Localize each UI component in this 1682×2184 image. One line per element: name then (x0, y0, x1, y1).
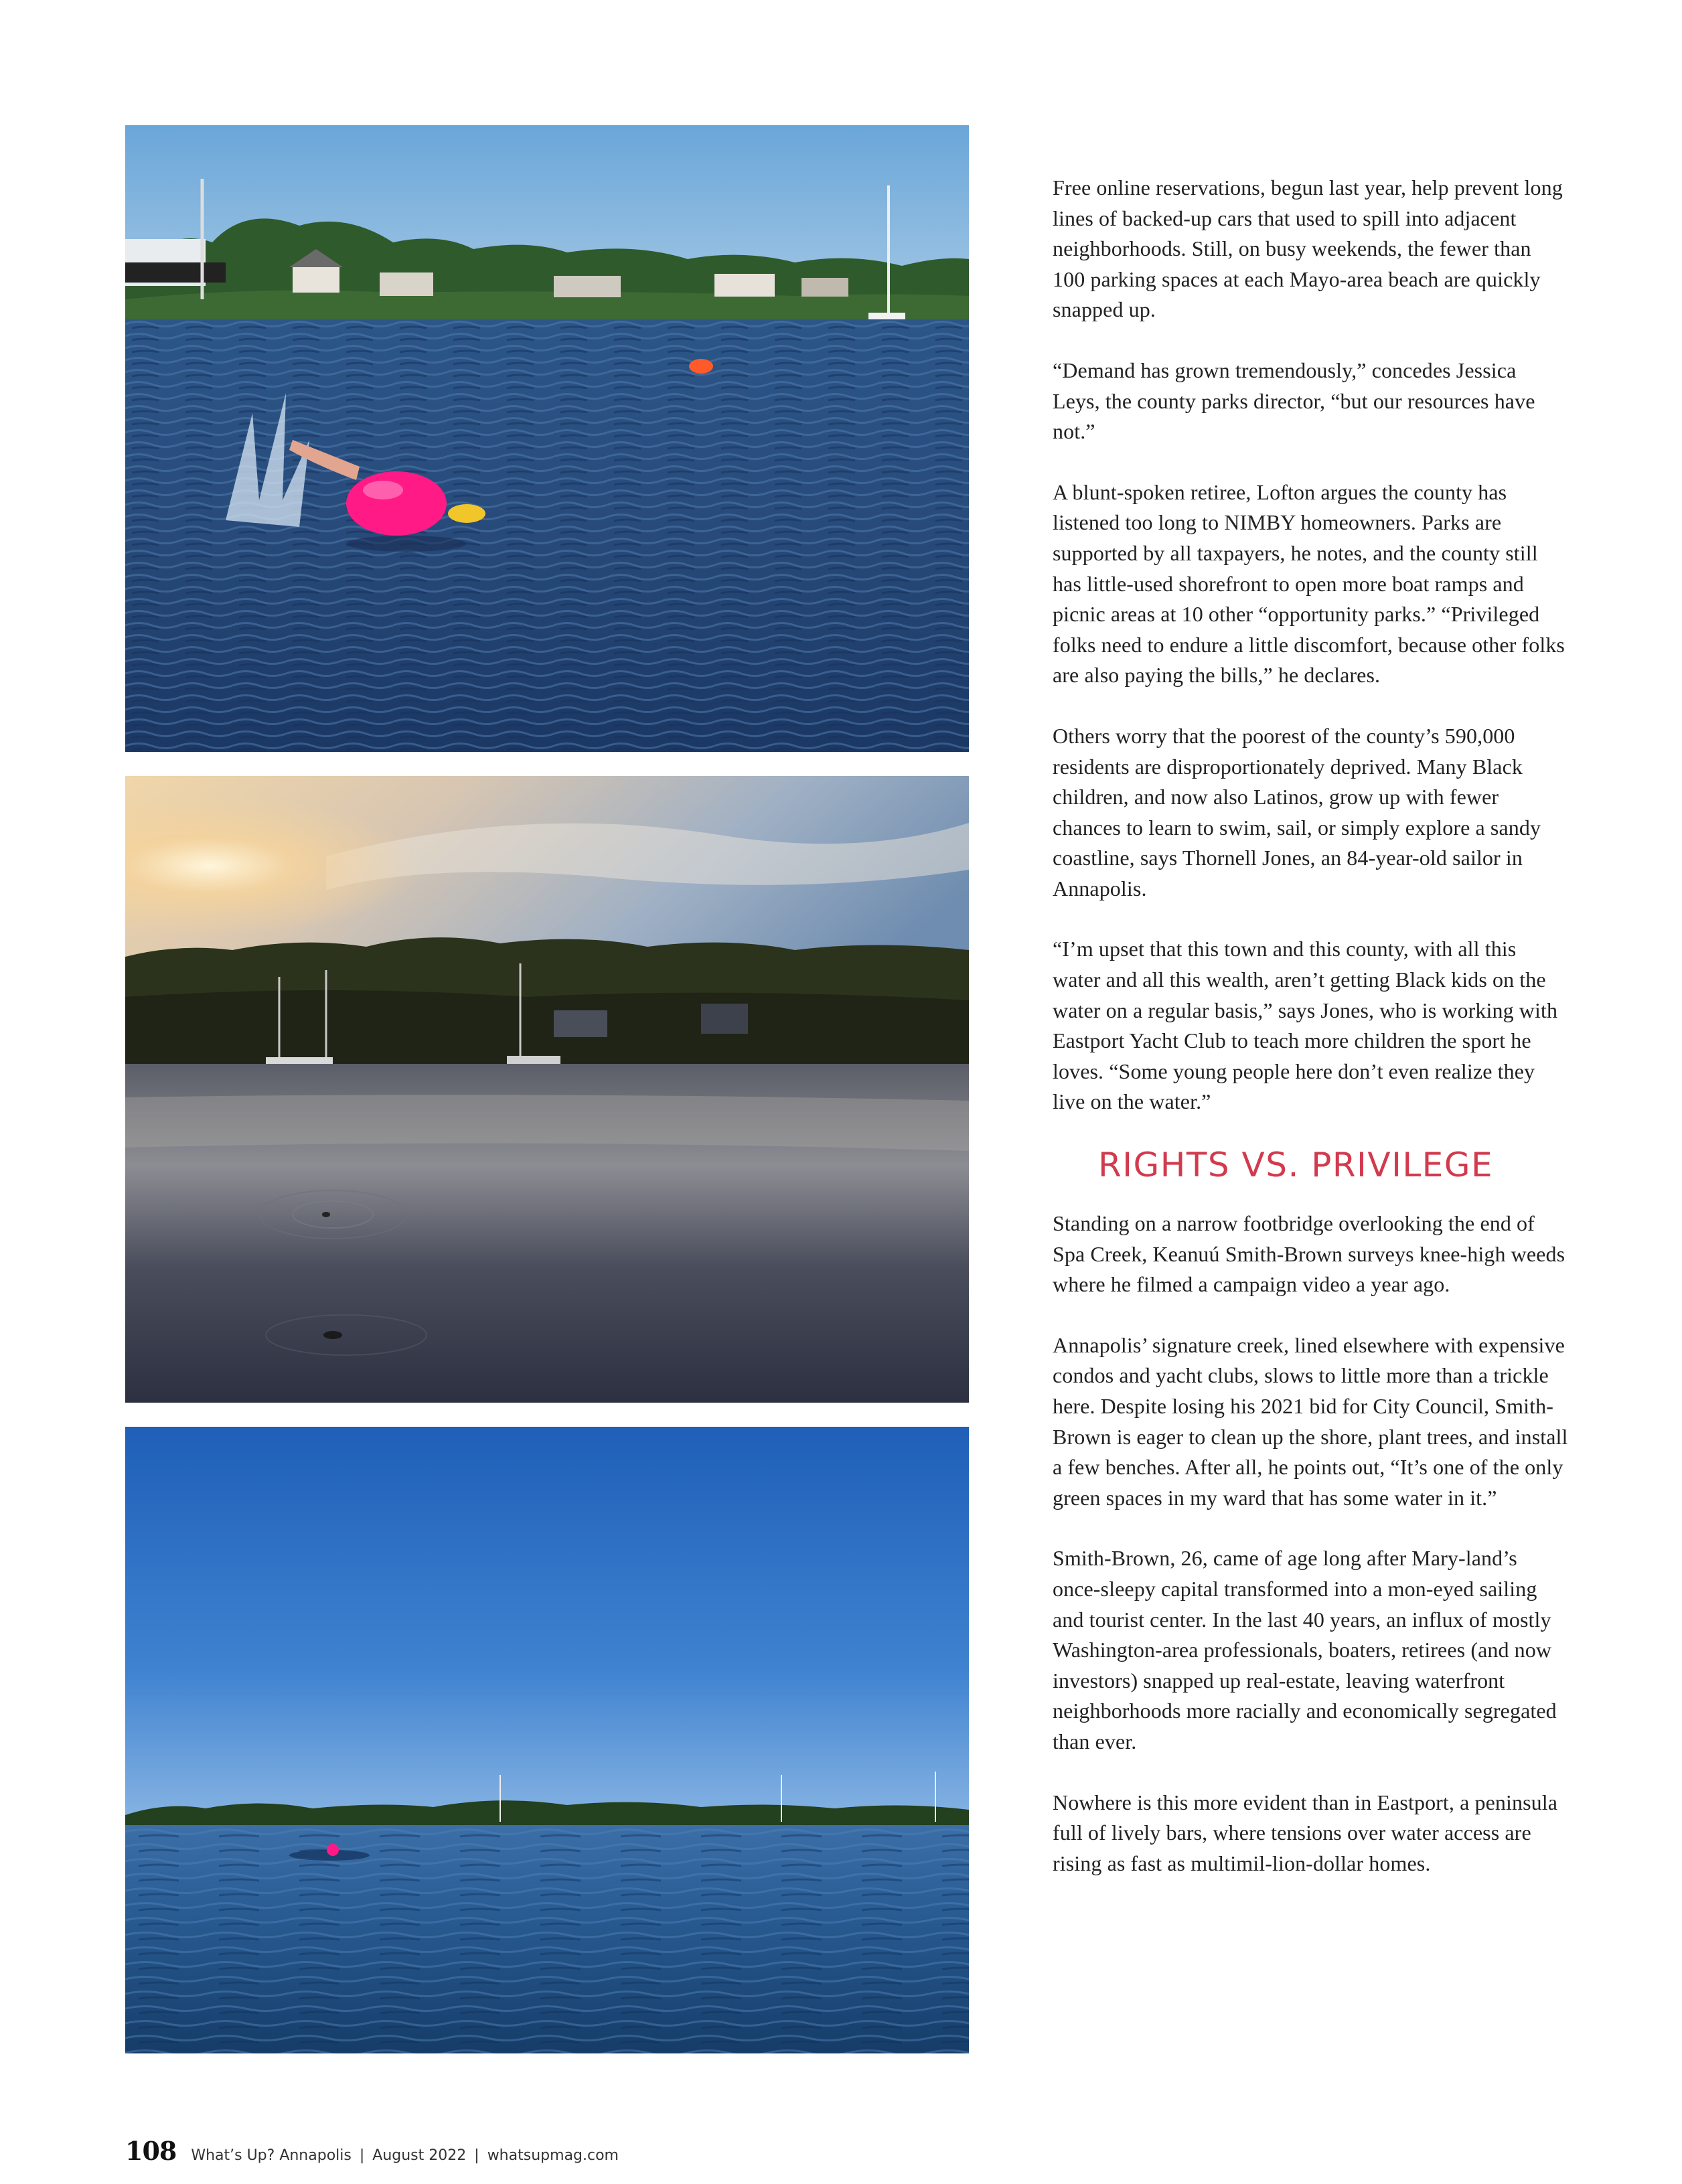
article-paragraph: Annapolis’ signature creek, lined elsewhere with expensive condos and yacht clubs, slows to little more than a trickle here. Despite losing his 2021 bid for City Council, Smith-Brown is eager to clean up the shore, plant trees, and install a few benches. After all, he points out, “It’s one of the only green spaces in my ward that has some water in it.” (1053, 1332, 1568, 1510)
article-paragraph: Nowhere is this more evident than in Eastport, a peninsula full of lively bars, where tensions over water access are rising as fast as multimil-lion-dollar homes. (1053, 1790, 1558, 1875)
footer-separator: | (474, 2147, 479, 2164)
article-paragraph: Others worry that the poorest of the county’s 590,000 residents are disproportionately deprived. Many Black children, and now also Latinos, grow up with fewer chances to learn to swim, sail, or simply explore a sandy coastline, says Thornell Jones, an 84-year-old sailor in Annapolis. (1053, 723, 1541, 901)
photo-sunset-creek-image (125, 776, 969, 1403)
photo-sunset-creek (125, 776, 969, 1403)
footer-issue: August 2022 (372, 2147, 467, 2164)
article-paragraph: Free online reservations, begun last year, help prevent long lines of backed-up cars that used to spill into adjacent neighborhoods. Still, on busy weekends, the fewer than 100 parking spaces at each Mayo-area beach are quickly snapped up. (1053, 175, 1563, 322)
article-paragraph: “I’m upset that this town and this county, with all this water and all this wealth, aren’t getting Black kids on the water on a regular basis,” says Jones, who is working with Eastport Yacht Club to teach more children the sport he loves. “Some young people here don’t even realize they live on the water.” (1053, 937, 1558, 1114)
page-footer (125, 2136, 619, 2166)
footer-website-link[interactable]: whatsupmag.com (487, 2147, 619, 2164)
page-number: 108 (125, 2136, 177, 2166)
article-paragraph: Smith-Brown, 26, came of age long after Mary-land’s once-sleepy capital transformed into a mon-eyed sailing and tourist center. In the last 40 years, an influx of mostly Washington-area professionals, boaters, retirees (and now investors) snapped up real-estate, leaving waterfront neighborhoods more racially and economically segregated than ever. (1053, 1546, 1557, 1753)
photo-open-water-swimmer (125, 1427, 969, 2053)
photo-swimmer-pink-buoy (125, 125, 969, 752)
article-paragraph: Standing on a narrow footbridge overlooking the end of Spa Creek, Keanuú Smith-Brown surveys knee-high weeds where he filmed a campaign video a year ago. (1053, 1211, 1565, 1297)
photo-swimmer-pink-buoy-image (125, 125, 969, 752)
footer-publication: What’s Up? Annapolis (191, 2147, 352, 2164)
article-paragraph: A blunt-spoken retiree, Lofton argues the county has listened too long to NIMBY homeowners. Parks are supported by all taxpayers, he notes, and the county still has little-used shorefront to open more boat ramps and picnic areas at 10 other “opportunity parks.” “Privileged folks need to endure a little discomfort, because other folks are also paying the bills,” he declares. (1053, 479, 1565, 688)
photo-open-water-swimmer-image (125, 1427, 969, 2053)
article-paragraph: “Demand has grown tremendously,” concedes Jessica Leys, the county parks director, “but our resources have not.” (1053, 358, 1535, 444)
article-column (1053, 173, 1568, 1909)
section-heading: RIGHTS VS. PRIVILEGE (1098, 1146, 1494, 1185)
footer-separator: | (359, 2147, 365, 2164)
